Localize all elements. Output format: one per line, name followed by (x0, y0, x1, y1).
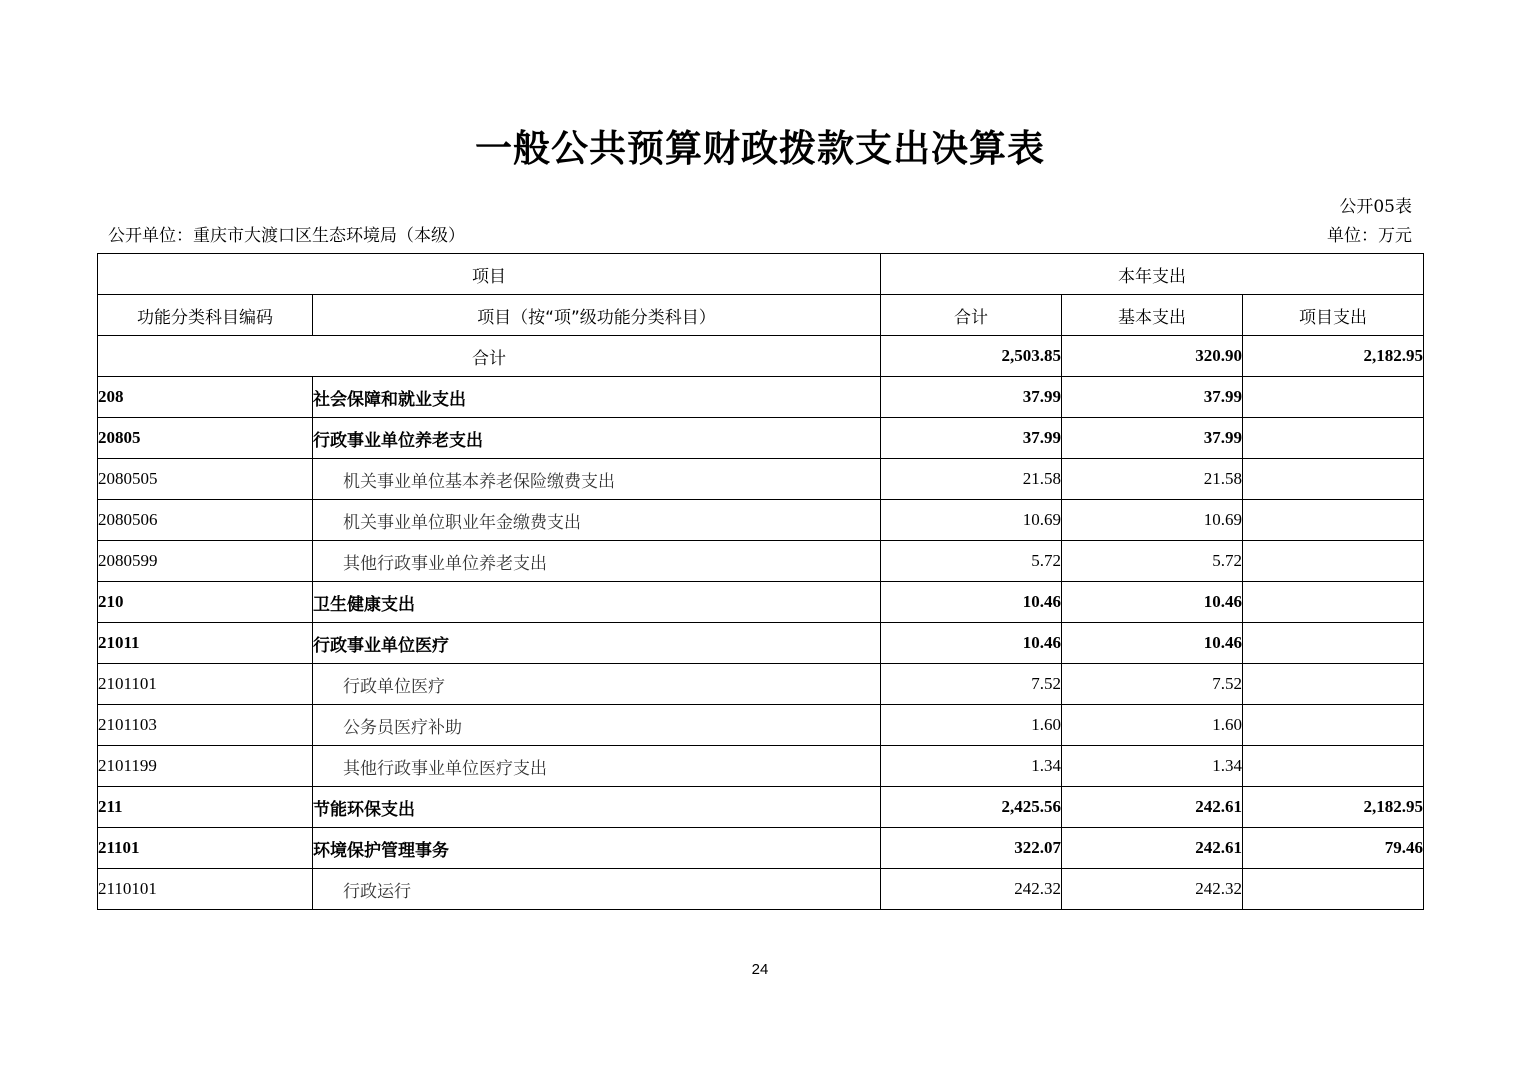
row-project (1243, 377, 1424, 418)
row-project (1243, 623, 1424, 664)
row-code: 21101 (98, 828, 313, 869)
row-total: 1.34 (881, 746, 1062, 787)
table-row (98, 541, 1424, 582)
page-number: 24 (751, 961, 769, 978)
row-project (1243, 746, 1424, 787)
table-row (98, 418, 1424, 459)
currency-unit: 单位：万元 (1327, 226, 1412, 246)
row-name: 其他行政事业单位医疗支出 (313, 746, 881, 787)
row-total: 10.46 (881, 582, 1062, 623)
row-basic: 37.99 (1062, 418, 1243, 459)
publishing-unit: 公开单位：重庆市大渡口区生态环境局（本级） (108, 226, 465, 246)
row-project (1243, 459, 1424, 500)
row-code: 211 (98, 787, 313, 828)
row-name: 行政事业单位养老支出 (313, 418, 881, 459)
table-row (98, 787, 1424, 828)
row-code: 2101101 (98, 664, 313, 705)
row-total: 21.58 (881, 459, 1062, 500)
row-total: 5.72 (881, 541, 1062, 582)
row-basic: 242.32 (1062, 869, 1243, 910)
row-code: 2080506 (98, 500, 313, 541)
row-basic: 10.46 (1062, 623, 1243, 664)
row-basic: 242.61 (1062, 828, 1243, 869)
total-basic: 320.90 (1062, 336, 1243, 377)
row-name: 卫生健康支出 (313, 582, 881, 623)
header-year-expense: 本年支出 (881, 254, 1424, 295)
table-row (98, 869, 1424, 910)
header-row-2 (98, 295, 1424, 336)
row-basic: 21.58 (1062, 459, 1243, 500)
form-number: 公开05表 (1339, 197, 1412, 217)
row-basic: 10.46 (1062, 582, 1243, 623)
row-project (1243, 541, 1424, 582)
table-row (98, 746, 1424, 787)
expenditure-table (97, 253, 1424, 910)
row-name: 机关事业单位基本养老保险缴费支出 (313, 459, 881, 500)
header-basic: 基本支出 (1062, 295, 1243, 336)
row-code: 208 (98, 377, 313, 418)
header-item: 项目 (98, 254, 881, 295)
row-name: 环境保护管理事务 (313, 828, 881, 869)
total-project: 2,182.95 (1243, 336, 1424, 377)
row-total: 10.46 (881, 623, 1062, 664)
page-title: 一般公共预算财政拨款支出决算表 (475, 127, 1045, 170)
row-total: 7.52 (881, 664, 1062, 705)
row-total: 1.60 (881, 705, 1062, 746)
row-basic: 7.52 (1062, 664, 1243, 705)
header-name: 项目（按“项”级功能分类科目） (313, 295, 881, 336)
row-project (1243, 500, 1424, 541)
row-project: 2,182.95 (1243, 787, 1424, 828)
row-total: 10.69 (881, 500, 1062, 541)
row-total: 322.07 (881, 828, 1062, 869)
table-row (98, 705, 1424, 746)
table-row (98, 459, 1424, 500)
row-basic: 37.99 (1062, 377, 1243, 418)
row-project (1243, 869, 1424, 910)
row-project: 79.46 (1243, 828, 1424, 869)
header-total: 合计 (881, 295, 1062, 336)
row-name: 公务员医疗补助 (313, 705, 881, 746)
row-name: 社会保障和就业支出 (313, 377, 881, 418)
row-name: 其他行政事业单位养老支出 (313, 541, 881, 582)
row-basic: 1.34 (1062, 746, 1243, 787)
total-row (98, 336, 1424, 377)
row-code: 2080505 (98, 459, 313, 500)
row-basic: 10.69 (1062, 500, 1243, 541)
row-code: 21011 (98, 623, 313, 664)
row-name: 机关事业单位职业年金缴费支出 (313, 500, 881, 541)
row-basic: 1.60 (1062, 705, 1243, 746)
table-row (98, 664, 1424, 705)
header-project: 项目支出 (1243, 295, 1424, 336)
row-code: 2080599 (98, 541, 313, 582)
row-total: 2,425.56 (881, 787, 1062, 828)
row-project (1243, 418, 1424, 459)
row-name: 行政单位医疗 (313, 664, 881, 705)
table-row (98, 582, 1424, 623)
total-sum: 2,503.85 (881, 336, 1062, 377)
row-code: 2101199 (98, 746, 313, 787)
table-row (98, 828, 1424, 869)
row-total: 37.99 (881, 418, 1062, 459)
table-row (98, 623, 1424, 664)
table-row (98, 377, 1424, 418)
row-name: 行政运行 (313, 869, 881, 910)
total-label: 合计 (98, 336, 881, 377)
row-total: 37.99 (881, 377, 1062, 418)
row-code: 2110101 (98, 869, 313, 910)
row-total: 242.32 (881, 869, 1062, 910)
row-name: 行政事业单位医疗 (313, 623, 881, 664)
header-row-1 (98, 254, 1424, 295)
row-project (1243, 705, 1424, 746)
row-code: 2101103 (98, 705, 313, 746)
row-project (1243, 664, 1424, 705)
row-project (1243, 582, 1424, 623)
table-row (98, 500, 1424, 541)
row-code: 210 (98, 582, 313, 623)
row-basic: 5.72 (1062, 541, 1243, 582)
header-code: 功能分类科目编码 (98, 295, 313, 336)
row-name: 节能环保支出 (313, 787, 881, 828)
row-basic: 242.61 (1062, 787, 1243, 828)
row-code: 20805 (98, 418, 313, 459)
